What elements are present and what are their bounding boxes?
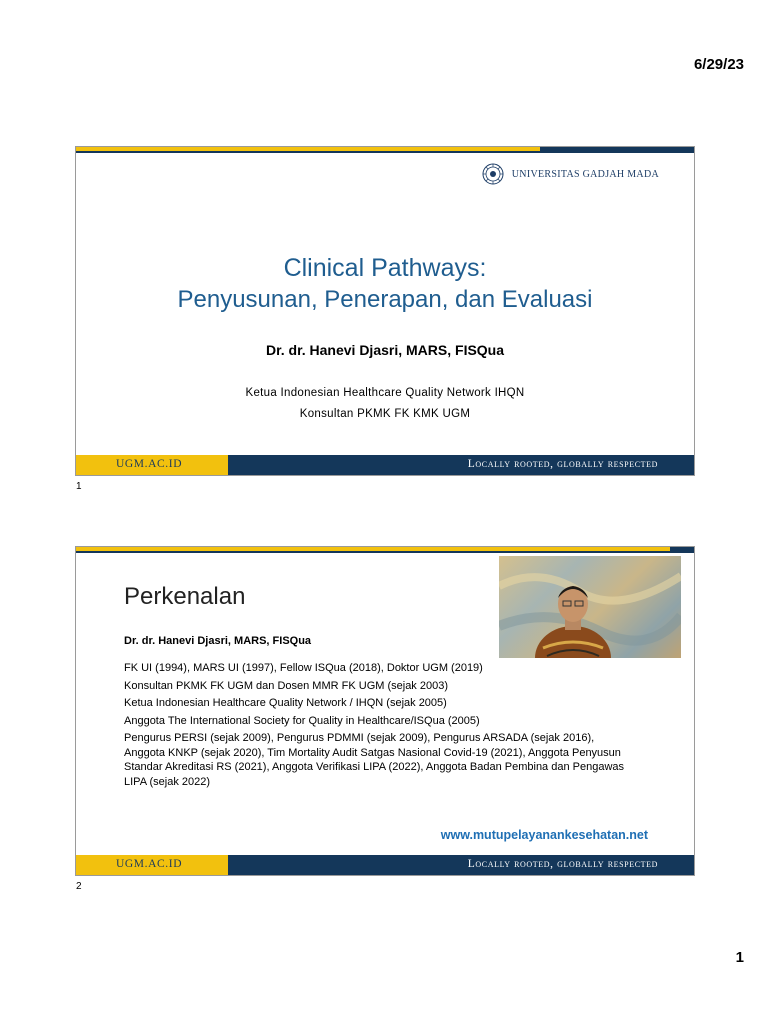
logo-text: UNIVERSITAS GADJAH MADA (511, 168, 659, 180)
list-item: Pengurus PERSI (sejak 2009), Pengurus PDMMI (sejak 2009), Pengurus ARSADA (sejak 2016), Anggota KNKP (sejak 2020), Tim Mortality Audit Satgas Nasional Covid-19 (2021), Anggota Penyusun Standar Akreditasi RS (2021), Anggota Verifikasi LIPA (2022), Anggota Badan Pembina dan Pengawas LIPA (sejak 2022) (124, 732, 625, 788)
footer-tagline: Locally rooted, globally respected (467, 858, 658, 870)
ugm-logo (482, 163, 659, 185)
bio-list (124, 661, 624, 792)
list-item: Ketua Indonesian Healthcare Quality Network / IHQN (sejak 2005) (124, 697, 447, 709)
footer-tagline: Locally rooted, globally respected (467, 458, 658, 470)
slide-footer (76, 455, 694, 475)
slide-subtitle: Penyusunan, Penerapan, dan Evaluasi (177, 286, 593, 313)
slide-number: 1 (76, 481, 82, 492)
slide-top-bar (76, 547, 694, 553)
author-name: Dr. dr. Hanevi Djasri, MARS, FISQua (265, 342, 505, 358)
author-role: Konsultan PKMK FK KMK UGM (299, 408, 471, 420)
page-number: 1 (735, 949, 744, 966)
footer-website: UGM.AC.ID (116, 858, 183, 870)
page-date: 6/29/23 (693, 56, 744, 73)
slide-title: Clinical Pathways: (283, 254, 487, 282)
slide-number: 2 (76, 881, 82, 892)
author-role: Ketua Indonesian Healthcare Quality Network IHQN (245, 387, 525, 399)
speaker-photo (499, 556, 681, 658)
slide-2 (75, 546, 695, 876)
author-name: Dr. dr. Hanevi Djasri, MARS, FISQua (124, 635, 312, 647)
slide-1 (75, 146, 695, 476)
slide-title: Perkenalan (124, 583, 246, 610)
list-item: Konsultan PKMK FK UGM dan Dosen MMR FK UGM (sejak 2003) (124, 679, 448, 692)
ugm-seal-icon (482, 163, 504, 185)
list-item: FK UI (1994), MARS UI (1997), Fellow ISQua (2018), Doktor UGM (2019) (124, 662, 483, 674)
website-link[interactable]: www.mutupelayanankesehatan.net (440, 828, 648, 842)
portrait-image (499, 556, 681, 658)
slide-top-bar (76, 147, 694, 153)
footer-website: UGM.AC.ID (116, 458, 183, 470)
slide-footer (76, 855, 694, 875)
list-item: Anggota The International Society for Quality in Healthcare/ISQua (2005) (124, 714, 480, 727)
